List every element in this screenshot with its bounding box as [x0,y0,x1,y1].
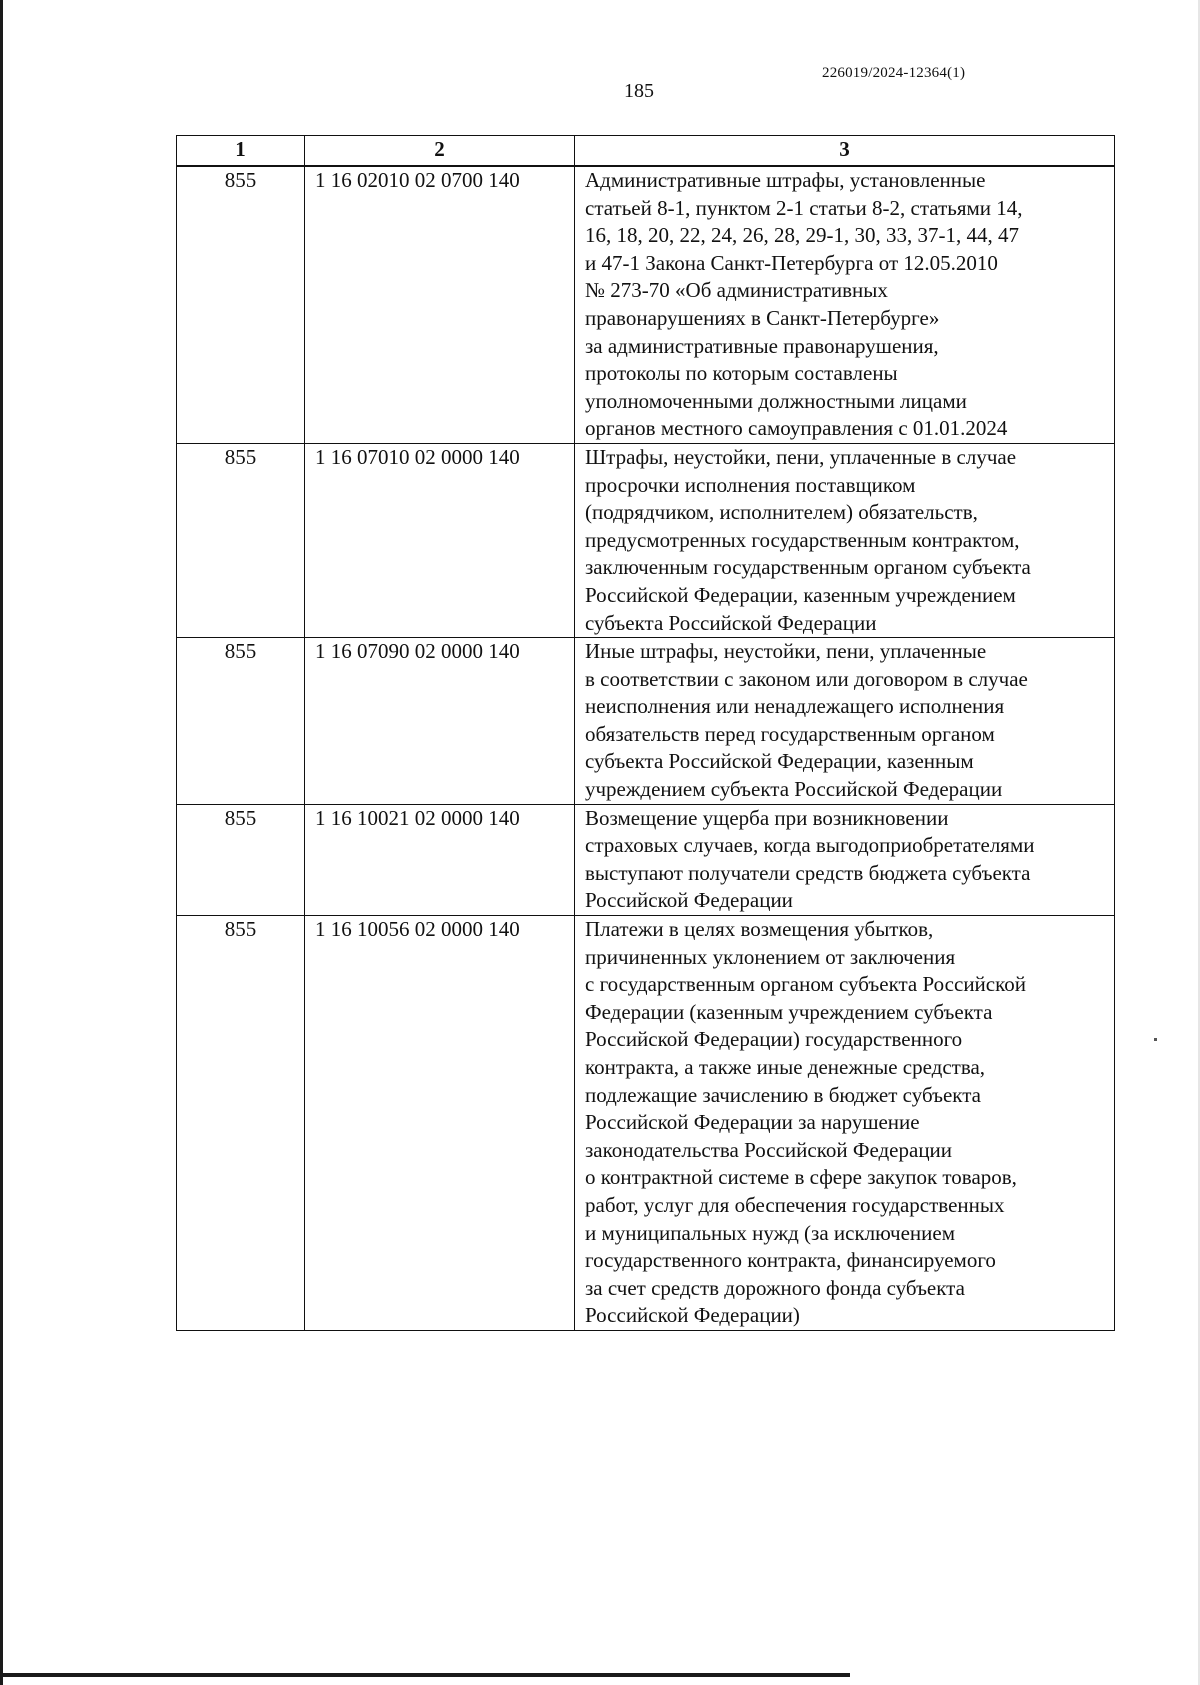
description-line: заключенным государственным органом субъекта [585,555,1031,580]
scan-edge-left [0,0,3,1685]
description-line: Возмещение ущерба при возникновении [585,805,949,830]
description-line: учреждением субъекта Российской Федерации [585,777,1003,802]
table-row [177,916,1115,1331]
description-line: причиненных уклонением от заключения [585,944,956,969]
revenue-code-cell: 1 16 07090 02 0000 140 [305,638,575,805]
description-line: № 273-70 «Об административных [585,278,888,303]
description-line: неисполнения или ненадлежащего исполнения [585,694,1005,719]
revenue-code-cell: 1 16 10056 02 0000 140 [305,916,575,1331]
description-cell [575,638,1115,805]
description-line: Штрафы, неустойки, пени, уплаченные в случае [585,444,1017,469]
description-line: Российской Федерации, казенным учреждением [585,582,1016,607]
table-row [177,804,1115,915]
description-line: субъекта Российской Федерации, казенным [585,749,974,774]
description-line: работ, услуг для обеспечения государственных [585,1192,1005,1217]
admin-code-cell: 855 [177,638,305,805]
description-line: предусмотренных государственным контрактом, [585,527,1020,552]
description-cell [575,166,1115,443]
description-line: за счет средств дорожного фонда субъекта [585,1275,965,1300]
description-line: Административные штрафы, установленные [585,168,986,192]
description-line: подлежащие зачислению в бюджет субъекта [585,1082,981,1107]
column-header-1: 1 [177,136,305,167]
description-cell [575,916,1115,1331]
description-line: Российской Федерации за нарушение [585,1110,920,1135]
description-line: Российской Федерации) государственного [585,1027,963,1052]
description-line: субъекта Российской Федерации [585,610,877,635]
admin-code-cell: 855 [177,443,305,637]
description-line: с государственным органом субъекта Российской [585,972,1026,997]
admin-code-cell: 855 [177,916,305,1331]
admin-code-cell: 855 [177,804,305,915]
description-line: протоколы по которым составлены [585,361,898,386]
description-line: статьей 8-1, пунктом 2-1 статьи 8-2, статьями 14, [585,195,1023,220]
scan-edge-bottom [0,1673,850,1677]
description-cell [575,443,1115,637]
description-line: Российской Федерации) [585,1303,800,1328]
description-cell [575,804,1115,915]
description-line: правонарушениях в Санкт-Петербурге» [585,305,940,330]
description-line: Иные штрафы, неустойки, пени, уплаченные [585,639,987,664]
description-line: Платежи в целях возмещения убытков, [585,917,934,942]
table-row [177,166,1115,443]
document-number: 226019/2024-12364(1) [822,65,966,81]
admin-code-cell: 855 [177,166,305,443]
scan-speck [1154,1038,1157,1041]
description-line: органов местного самоуправления с 01.01.2024 [585,416,1008,441]
table-row [177,638,1115,805]
description-line: и муниципальных нужд (за исключением [585,1220,955,1245]
description-line: контракта, а также иные денежные средства, [585,1055,986,1079]
revenue-code-cell: 1 16 07010 02 0000 140 [305,443,575,637]
revenue-code-cell: 1 16 02010 02 0700 140 [305,166,575,443]
description-line: и 47-1 Закона Санкт-Петербурга от 12.05.2010 [585,250,998,275]
revenue-codes-table [176,135,1115,1331]
table-row [177,443,1115,637]
column-header-3: 3 [575,136,1115,167]
table-body [177,166,1115,1330]
description-line: уполномоченными должностными лицами [585,388,967,413]
column-header-2: 2 [305,136,575,167]
description-line: просрочки исполнения поставщиком [585,472,916,497]
description-line: государственного контракта, финансируемого [585,1248,996,1273]
description-line: о контрактной системе в сфере закупок товаров, [585,1165,1017,1190]
description-line: в соответствии с законом или договором в случае [585,666,1028,691]
description-line: (подрядчиком, исполнителем) обязательств, [585,500,978,525]
table-header-row [177,136,1115,167]
description-line: Федерации (казенным учреждением субъекта [585,999,993,1024]
description-line: законодательства Российской Федерации [585,1137,953,1162]
description-line: страховых случаев, когда выгодоприобретателями [585,833,1035,858]
description-line: обязательств перед государственным органом [585,721,995,746]
description-line: Российской Федерации [585,888,793,913]
description-line: выступают получатели средств бюджета субъекта [585,860,1031,885]
revenue-code-cell: 1 16 10021 02 0000 140 [305,804,575,915]
description-line: за административные правонарушения, [585,333,939,358]
page-number: 185 [624,80,654,102]
description-line: 16, 18, 20, 22, 24, 26, 28, 29-1, 30, 33, 37-1, 44, 47 [585,223,1019,248]
